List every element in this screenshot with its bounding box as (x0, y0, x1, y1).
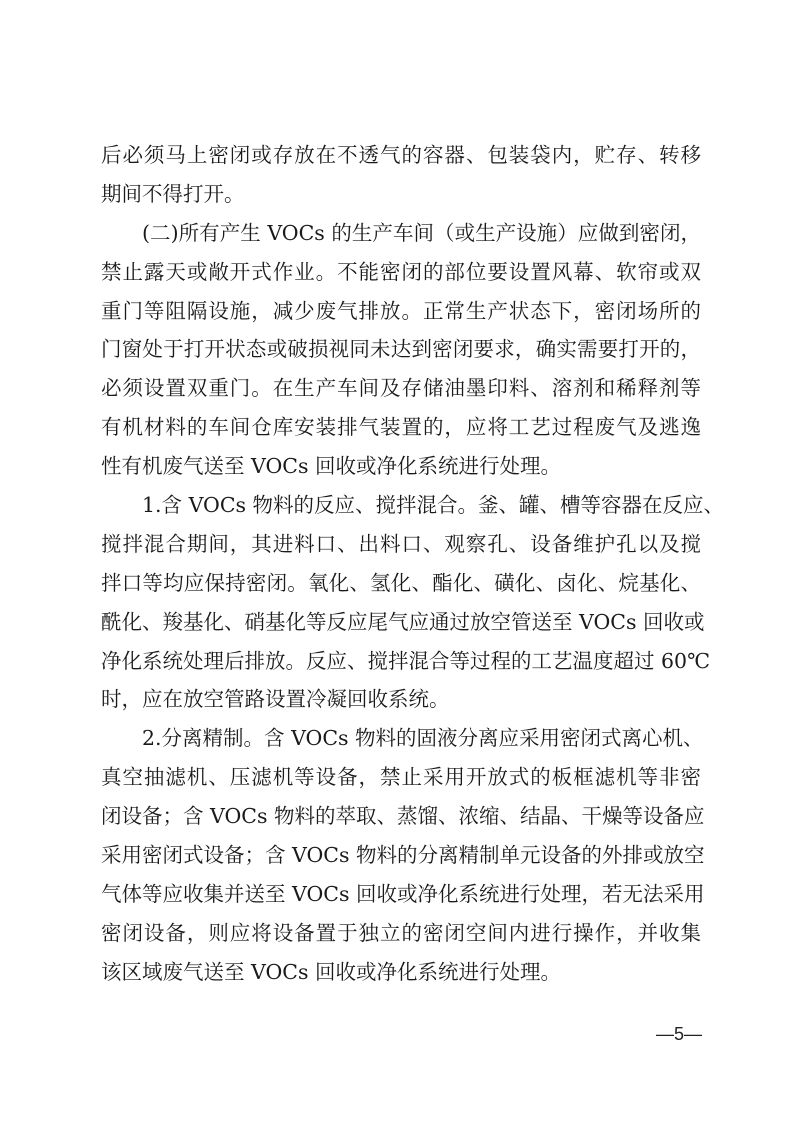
text-line: 闭设备；含 VOCs 物料的萃取、蒸馏、浓缩、结晶、干燥等设备应 (101, 804, 705, 829)
text-line: 时，应在放空管路设置冷凝回收系统。 (101, 687, 450, 712)
text-line: 搅拌混合期间，其进料口、出料口、观察孔、设备维护孔以及搅 (101, 531, 701, 556)
text-line: 必须设置双重门。在生产车间及存储油墨印料、溶剂和稀释剂等 (101, 376, 701, 401)
text-line: 该区域废气送至 VOCs 回收或净化系统进行处理。 (101, 959, 561, 984)
text-line: 禁止露天或敞开式作业。不能密闭的部位要设置风幕、软帘或双 (101, 259, 701, 284)
text-line: 门窗处于打开状态或破损视同未达到密闭要求，确实需要打开的， (101, 337, 701, 362)
text-line: 期间不得打开。 (101, 181, 245, 206)
text-line: 净化系统处理后排放。反应、搅拌混合等过程的工艺温度超过 60℃ (101, 648, 711, 673)
item-1-heading-line: 1.含 VOCs 物料的反应、搅拌混合。釜、罐、槽等容器在反应、 (142, 493, 725, 518)
text-line: 采用密闭式设备；含 VOCs 物料的分离精制单元设备的外排或放空 (101, 843, 705, 868)
text-line: 气体等应收集并送至 VOCs 回收或净化系统进行处理，若无法采用 (101, 881, 705, 906)
text-line: 有机材料的车间仓库安装排气装置的，应将工艺过程废气及逃逸 (101, 415, 701, 440)
document-body (101, 136, 725, 992)
text-line: 后必须马上密闭或存放在不透气的容器、包装袋内，贮存、转移 (101, 143, 701, 167)
item-2-heading-line: 2.分离精制。含 VOCs 物料的固液分离应采用密闭式离心机、 (142, 726, 704, 751)
text-line: 密闭设备，则应将设备置于独立的密闭空间内进行操作，并收集 (101, 920, 701, 945)
text-line: 重门等阻隔设施，减少废气排放。正常生产状态下，密闭场所的 (101, 298, 701, 323)
page-number: —5— (656, 1024, 703, 1044)
text-line: 拌口等均应保持密闭。氧化、氢化、酯化、磺化、卤化、烷基化、 (101, 570, 701, 595)
text-line: 酰化、羧基化、硝基化等反应尾气应通过放空管送至 VOCs 回收或 (101, 609, 705, 634)
text-line: 真空抽滤机、压滤机等设备，禁止采用开放式的板框滤机等非密 (101, 765, 701, 790)
section-heading-line: (二)所有产生 VOCs 的生产车间（或生产设施）应做到密闭， (142, 220, 701, 245)
text-line: 性有机废气送至 VOCs 回收或净化系统进行处理。 (101, 454, 561, 479)
